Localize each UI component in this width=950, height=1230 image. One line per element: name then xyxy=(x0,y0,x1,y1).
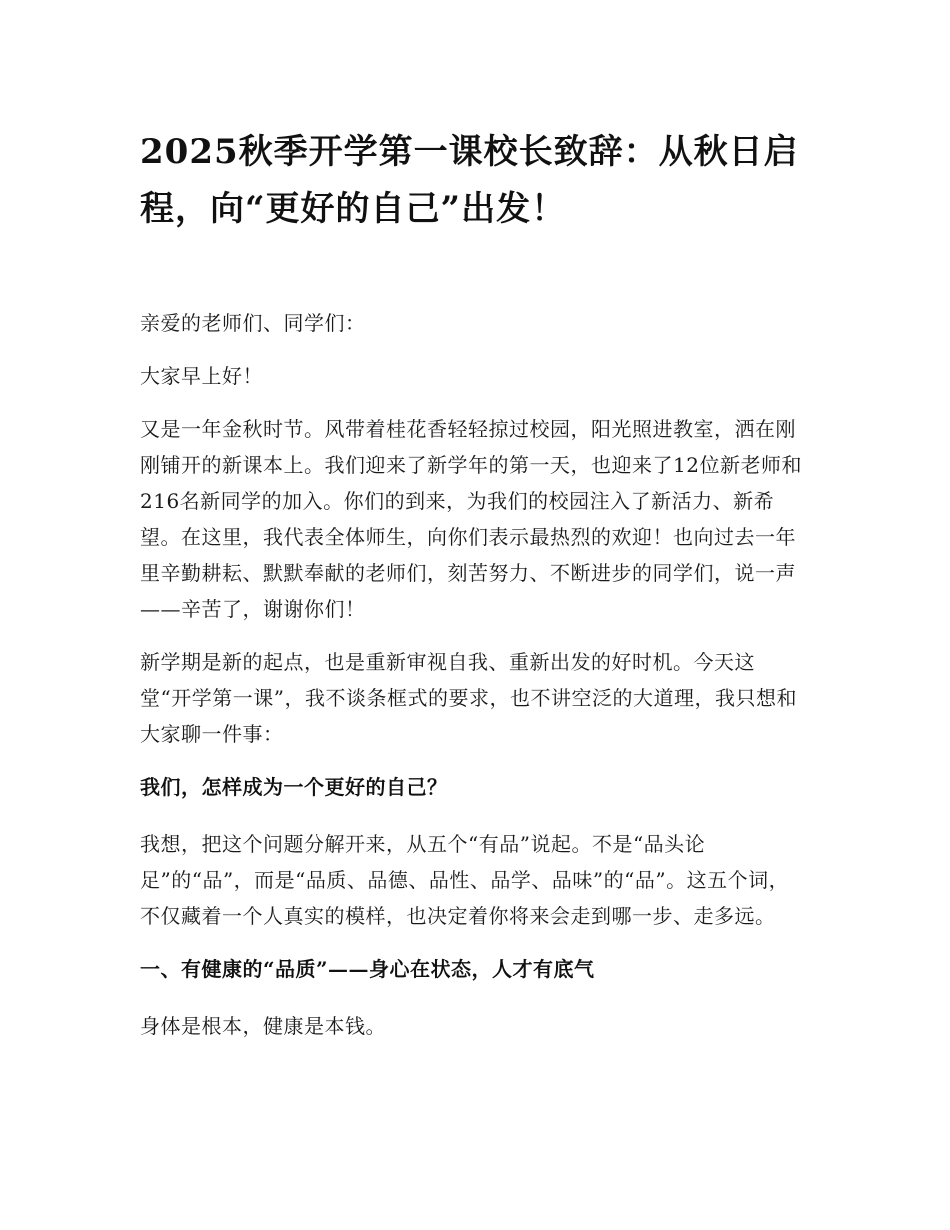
new-term-paragraph: 新学期是新的起点，也是重新审视自我、重新出发的好时机。今天这堂“开学第一课”，我不谈条框式的要求，也不讲空泛的大道理，我只想和大家聊一件事： xyxy=(140,650,797,746)
section-one-heading: 一、有健康的“品质”——身心在状态，人才有底气 xyxy=(140,957,595,981)
welcome-paragraph: 又是一年金秋时节。风带着桂花香轻轻掠过校园，阳光照进教室，洒在刚刚铺开的新课本上。我们迎来了新学年的第一天，也迎来了12位新老师和216名新同学的加入。你们的到来，为我们的校园注入了新活力、新希望。在这里，我代表全体师生，向你们表示最热烈的欢迎！也向过去一年里辛勤耕耘、默默奉献的老师们，刻苦努力、不断进步的同学们，说一声——辛苦了，谢谢你们！ xyxy=(140,417,802,621)
greeting-paragraph: 亲爱的老师们、同学们： xyxy=(140,311,366,335)
health-paragraph: 身体是根本，健康是本钱。 xyxy=(140,1014,386,1038)
document-body xyxy=(140,305,804,1061)
question-heading: 我们，怎样成为一个更好的自己？ xyxy=(140,775,448,799)
document-title: 2025秋季开学第一课校长致辞：从秋日启程，向“更好的自己”出发！ xyxy=(140,132,799,229)
morning-greeting-paragraph: 大家早上好！ xyxy=(140,364,263,388)
five-pin-paragraph: 我想，把这个问题分解开来，从五个“有品”说起。不是“品头论足”的“品”，而是“品质、品德、品性、品学、品味”的“品”。这五个词，不仅藏着一个人真实的模样，也决定着你将来会走到哪一步、走多远。 xyxy=(140,832,790,928)
